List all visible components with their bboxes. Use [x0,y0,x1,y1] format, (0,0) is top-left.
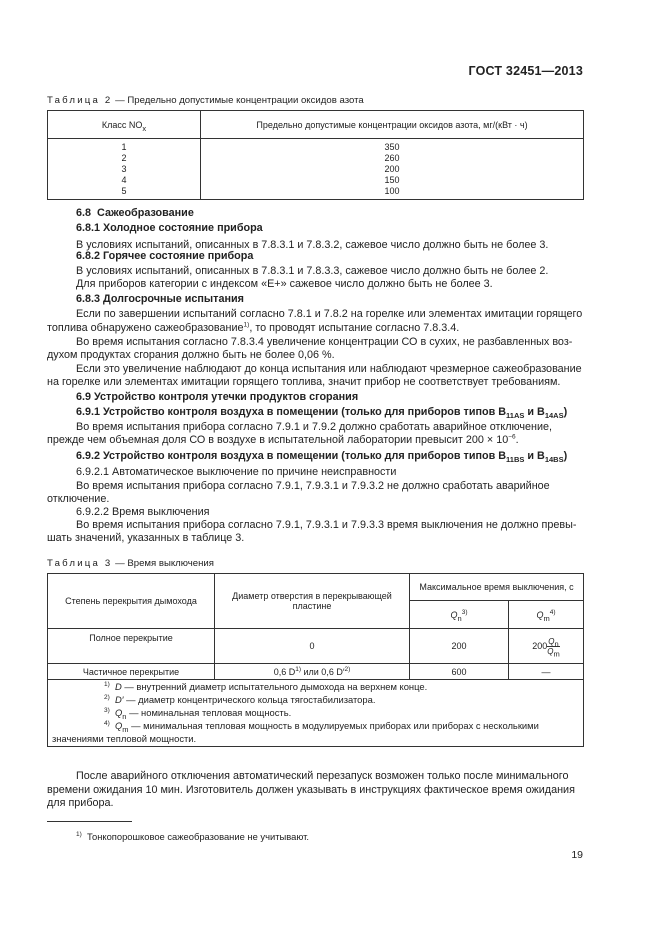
section-6-9-2-2-p2a: Во время испытания прибора согласно 7.9.1, 7.9.3.1 и 7.9.3.3 время выключения не должно превы- [76,519,577,531]
closing-line-3: для прибора. [47,797,114,809]
table3-max-time-header: Максимальное время выключения, с [410,574,584,601]
table3-note-3: $^{3)}$ $Q_n$ — номинальная тепловая мощность. [104,706,292,721]
page-number: 19 [571,849,583,861]
table3-row2-qm: — [509,664,584,680]
table3-notes [48,680,584,747]
table3-row1-qm: 200 $\frac{Q_n}{Q_m}$ [509,629,584,664]
table3-note-4-continued: значениями тепловой мощности. [52,733,197,744]
table3-qn-header: $Q_n^{3)}$ [410,601,509,629]
table3-row1-qn: 200 [410,629,509,664]
section-6-8-2-text1: В условиях испытаний, описанных в 7.8.3.1 и 7.8.3.3, сажевое число должно быть не более 2. [76,265,549,277]
table3-note-2: $^{2)}$ D′ — диаметр концентрического кольца тягостабилизатора. [104,693,376,705]
table3 [47,573,584,747]
closing-line-2: времени ожидания 10 мин. Изготовитель должен указывать в инструкциях фактическое время ожидания [47,784,575,796]
section-6-8-1-title: 6.8.1 Холодное состояние прибора [76,222,263,234]
table2-col1-header: Класс $NO_x$ [48,111,201,139]
section-6-9-2-1-p1a: Во время испытания прибора согласно 7.9.1, 7.9.3.1 и 7.9.3.2 не должно сработать аварийное [76,480,550,492]
table2-values: 350 260 200 150 100 [201,139,584,200]
qn-over-qm-fraction: $\frac{Q_n}{Q_m}$ [547,636,560,659]
section-6-9-2-1-title: 6.9.2.1 Автоматическое выключение по причине неисправности [76,466,397,478]
table3-row1-degree: Полное перекрытие [48,629,215,664]
table3-row2-qn: 600 [410,664,509,680]
section-6-8-3-p1a: Если по завершении испытаний согласно 7.8.1 и 7.8.2 на горелке или элементах имитации горящего [76,308,583,320]
section-6-8-3-title: 6.8.3 Долгосрочные испытания [76,293,244,305]
section-6-8-3-p3b: на горелке или элементах имитации горящего топлива, значит прибор не соответствует требованиям. [47,376,561,388]
section-6-9-2-2-title: 6.9.2.2 Время выключения [76,506,210,518]
section-6-9-title: 6.9 Устройство контроля утечки продуктов сгорания [76,391,359,403]
section-6-9-2-title: 6.9.2 Устройство контроля воздуха в помещении (только для приборов типов $B_{11BS}$ и $B_{14BS}$) [76,450,568,465]
section-6-9-1-title: 6.9.1 Устройство контроля воздуха в помещении (только для приборов типов $B_{11AS}$ и $B_{14AS}$) [76,406,568,421]
table3-caption: Таблица 3 — Время выключения [47,558,214,569]
table2 [47,110,584,200]
footnote-divider [47,821,132,822]
table3-row1-diameter: 0 [215,629,410,664]
section-6-8-2-text2: Для приборов категории с индексом «Е+» сажевое число должно быть не более 3. [76,278,493,290]
section-6-8-2-title: 6.8.2 Горячее состояние прибора [76,250,254,262]
section-6-8-3-p1b: топлива обнаружено сажеобразование$^{1)}$, то проводят испытание согласно 7.8.3.4. [47,321,460,334]
section-6-8-3-p3a: Если это увеличение наблюдают до конца испытания или наблюдают чрезмерное сажеобразование [76,363,582,375]
table3-note-1: $^{1)}$ D — внутренний диаметр испытательного дымохода на верхнем конце. [104,680,428,692]
closing-line-1: После аварийного отключения автоматический перезапуск возможен только после минимального [76,770,569,782]
table2-caption: Таблица 2 — Предельно допустимые концентрации оксидов азота [47,95,364,106]
section-6-9-2-2-p2b: шать значений, указанных в таблице 3. [47,532,245,544]
document-code: ГОСТ 32451—2013 [468,64,583,78]
table3-row2-degree: Частичное перекрытие [48,664,215,680]
table3-degree-header: Степень перекрытия дымохода [48,574,215,629]
table3-note-4: $^{4)}$ $Q_m$ — минимальная тепловая мощность в модулируемых приборах или приборах с несколькими [104,719,539,734]
page-footnote: $^{1)}$ Тонкопорошковое сажеобразование не учитывают. [76,830,310,842]
section-6-9-2-1-p1b: отключение. [47,493,110,505]
section-6-9-1-p2: прежде чем объемная доля СО в воздухе в испытательной лаборатории превысит $200 \times 10^{-6}$. [47,433,519,446]
section-6-8-title: 6.8 Сажеобразование [76,207,194,219]
table2-col2-header: Предельно допустимые концентрации оксидов азота, мг/(кВт · ч) [201,111,584,139]
table3-diameter-header: Диаметр отверстия в перекрывающей пластине [215,574,410,629]
table3-qm-header: $Q_m^{4)}$ [509,601,584,629]
section-6-8-3-p2b: духом продуктах сгорания должно быть не более 0,06 %. [47,349,335,361]
section-6-8-1-text: В условиях испытаний, описанных в 7.8.3.1 и 7.8.3.2, сажевое число должно быть не более 3. [76,239,549,251]
section-6-9-1-p1: Во время испытания прибора согласно 7.9.1 и 7.9.2 должно сработать аварийное отключение, [76,421,553,433]
section-6-8-3-p2a: Во время испытания согласно 7.8.3.4 увеличение концентрации СО в сухих, не разбавленных воз- [76,336,573,348]
table3-row2-diameter: 0,6 $D^{1)}$ или 0,6 $D'^{2)}$ [215,664,410,680]
table2-classes: 1 2 3 4 5 [48,139,201,200]
